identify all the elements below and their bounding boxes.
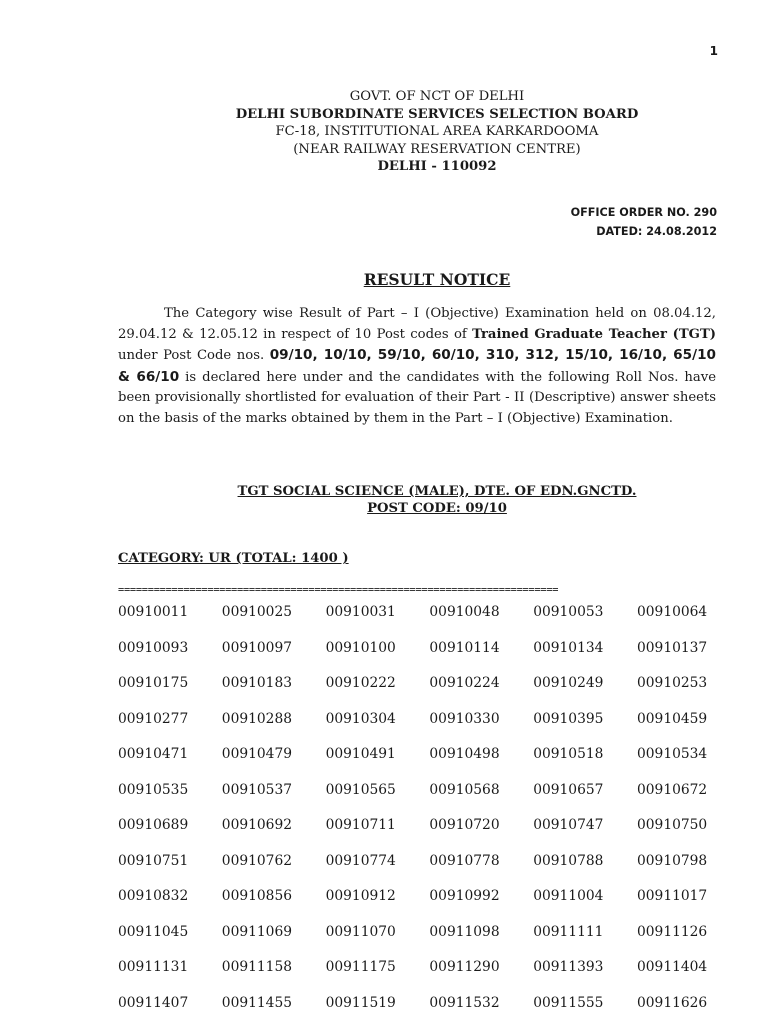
roll-number: 00910183 xyxy=(222,675,326,711)
roll-number: 00911626 xyxy=(637,995,741,1030)
post-title: TGT SOCIAL SCIENCE (MALE), DTE. OF EDN.GNCTD. xyxy=(0,483,768,500)
roll-number: 00910788 xyxy=(533,853,637,889)
roll-number: 00910498 xyxy=(429,746,533,782)
roll-number: 00911519 xyxy=(326,995,430,1030)
roll-number: 00910565 xyxy=(326,782,430,818)
roll-number: 00910534 xyxy=(637,746,741,782)
table-row xyxy=(118,711,741,747)
govt-line: GOVT. OF NCT OF DELHI xyxy=(0,88,768,106)
address-line: FC-18, INSTITUTIONAL AREA KARKARDOOMA xyxy=(0,123,768,141)
landmark-line: (NEAR RAILWAY RESERVATION CENTRE) xyxy=(0,141,768,159)
post-heading xyxy=(0,483,768,517)
roll-number: 00910288 xyxy=(222,711,326,747)
roll-number-table xyxy=(118,604,741,1030)
roll-number: 00911175 xyxy=(326,959,430,995)
roll-number: 00910751 xyxy=(118,853,222,889)
roll-number: 00910053 xyxy=(533,604,637,640)
category-heading: CATEGORY: UR (TOTAL: 1400 ) xyxy=(118,551,349,566)
intro-paragraph xyxy=(118,304,716,430)
roll-number: 00911126 xyxy=(637,924,741,960)
roll-number: 00910395 xyxy=(533,711,637,747)
roll-number: 00911290 xyxy=(429,959,533,995)
roll-number: 00910657 xyxy=(533,782,637,818)
office-order-number: OFFICE ORDER NO. 290 xyxy=(571,203,717,222)
table-row xyxy=(118,817,741,853)
roll-number: 00911111 xyxy=(533,924,637,960)
roll-number: 00910750 xyxy=(637,817,741,853)
roll-number: 00910711 xyxy=(326,817,430,853)
table-row xyxy=(118,782,741,818)
roll-number: 00910720 xyxy=(429,817,533,853)
intro-post-codes: 09/10, 10/10, 59/10, 60/10, 310, 312, 15/10, 16/10, 65/10 & 66/10 xyxy=(118,347,716,385)
table-row xyxy=(118,888,741,924)
table-row xyxy=(118,640,741,676)
roll-number: 00911098 xyxy=(429,924,533,960)
table-row xyxy=(118,853,741,889)
roll-number: 00910093 xyxy=(118,640,222,676)
roll-number: 00911004 xyxy=(533,888,637,924)
office-order-date: DATED: 24.08.2012 xyxy=(571,222,717,241)
roll-number: 00910535 xyxy=(118,782,222,818)
intro-text-3: is declared here under and the candidates with the following Roll Nos. have been provisionally shortlisted for evaluation of their Part - II (Descriptive) answer sheets on the basis of the marks obtained by them in the Part – I (Objective) Examination. xyxy=(118,370,716,426)
roll-number: 00911393 xyxy=(533,959,637,995)
table-row xyxy=(118,924,741,960)
roll-number: 00910031 xyxy=(326,604,430,640)
roll-number: 00910097 xyxy=(222,640,326,676)
roll-number: 00910175 xyxy=(118,675,222,711)
roll-number: 00910114 xyxy=(429,640,533,676)
roll-number: 00911455 xyxy=(222,995,326,1030)
post-code: POST CODE: 09/10 xyxy=(0,500,768,517)
roll-number: 00910479 xyxy=(222,746,326,782)
roll-number: 00910100 xyxy=(326,640,430,676)
intro-post-name: Trained Graduate Teacher (TGT) xyxy=(472,327,716,342)
roll-number: 00910011 xyxy=(118,604,222,640)
roll-number: 00910912 xyxy=(326,888,430,924)
roll-number: 00910253 xyxy=(637,675,741,711)
roll-number: 00911070 xyxy=(326,924,430,960)
roll-number: 00910672 xyxy=(637,782,741,818)
roll-number: 00910778 xyxy=(429,853,533,889)
notice-title: RESULT NOTICE xyxy=(0,270,768,289)
board-name: DELHI SUBORDINATE SERVICES SELECTION BOARD xyxy=(0,106,768,124)
roll-number: 00910025 xyxy=(222,604,326,640)
intro-text-2: under Post Code nos. xyxy=(118,348,270,363)
roll-number: 00911404 xyxy=(637,959,741,995)
roll-number: 00910277 xyxy=(118,711,222,747)
roll-number: 00910832 xyxy=(118,888,222,924)
roll-number: 00911131 xyxy=(118,959,222,995)
table-row xyxy=(118,604,741,640)
table-row xyxy=(118,675,741,711)
roll-number: 00910304 xyxy=(326,711,430,747)
roll-number: 00910330 xyxy=(429,711,533,747)
roll-number: 00910856 xyxy=(222,888,326,924)
roll-number: 00911555 xyxy=(533,995,637,1030)
roll-number: 00910134 xyxy=(533,640,637,676)
roll-number: 00910224 xyxy=(429,675,533,711)
page-number: 1 xyxy=(710,44,718,58)
office-order-block xyxy=(571,203,717,241)
roll-number: 00911017 xyxy=(637,888,741,924)
roll-number: 00910249 xyxy=(533,675,637,711)
roll-number: 00910992 xyxy=(429,888,533,924)
roll-number: 00910471 xyxy=(118,746,222,782)
roll-number: 00910137 xyxy=(637,640,741,676)
table-row xyxy=(118,746,741,782)
roll-number: 00910537 xyxy=(222,782,326,818)
roll-number: 00910692 xyxy=(222,817,326,853)
roll-number: 00911069 xyxy=(222,924,326,960)
roll-number: 00910568 xyxy=(429,782,533,818)
separator-line: ========================================================================== xyxy=(118,584,750,596)
city-line: DELHI - 110092 xyxy=(0,158,768,176)
roll-number: 00910064 xyxy=(637,604,741,640)
roll-number: 00910459 xyxy=(637,711,741,747)
roll-number: 00910689 xyxy=(118,817,222,853)
table-row xyxy=(118,995,741,1030)
roll-number: 00910518 xyxy=(533,746,637,782)
roll-number: 00910774 xyxy=(326,853,430,889)
roll-number: 00911045 xyxy=(118,924,222,960)
roll-number: 00910747 xyxy=(533,817,637,853)
roll-number: 00911407 xyxy=(118,995,222,1030)
roll-number: 00911158 xyxy=(222,959,326,995)
roll-number: 00910222 xyxy=(326,675,430,711)
roll-number: 00911532 xyxy=(429,995,533,1030)
intro-text-1: The Category wise Result of Part – I (Objective) Examination held on 08.04.12, 29.04.12 & 12.05.12 in respect of 10 Post codes of xyxy=(118,306,716,342)
roll-number: 00910048 xyxy=(429,604,533,640)
table-row xyxy=(118,959,741,995)
roll-number: 00910762 xyxy=(222,853,326,889)
letterhead xyxy=(0,88,768,176)
roll-number: 00910491 xyxy=(326,746,430,782)
roll-number: 00910798 xyxy=(637,853,741,889)
